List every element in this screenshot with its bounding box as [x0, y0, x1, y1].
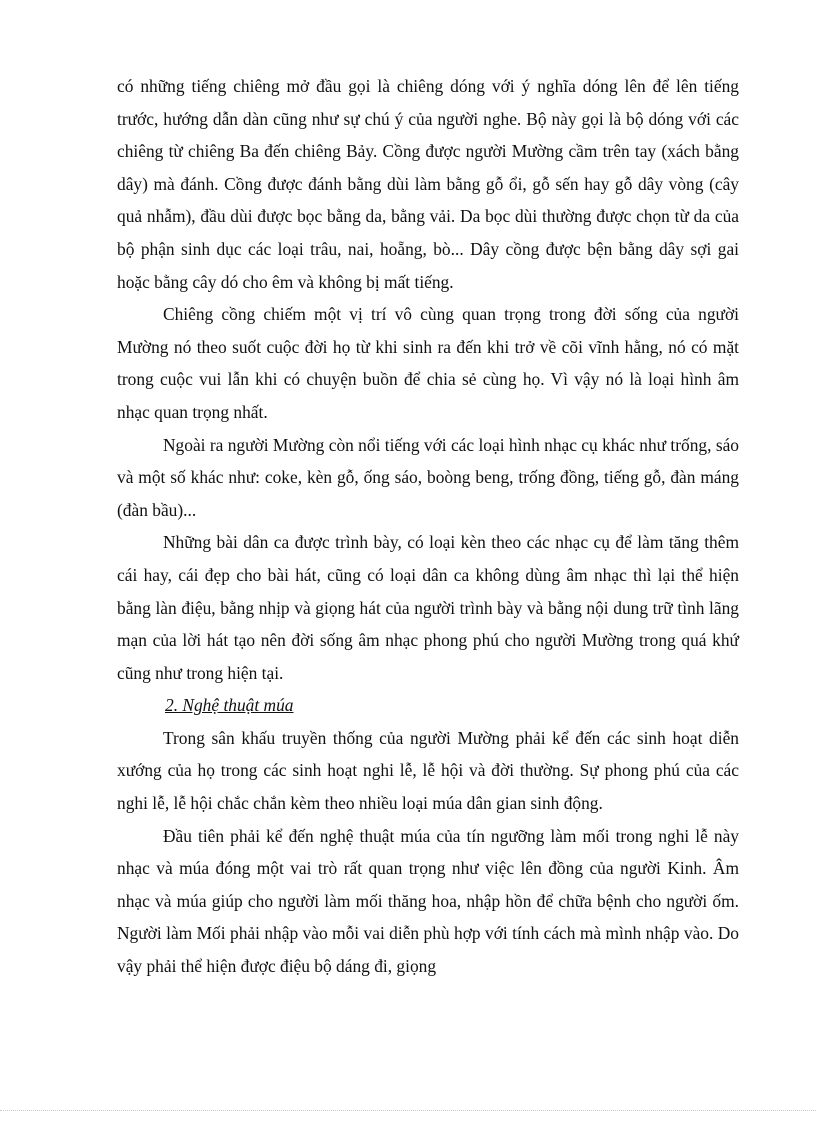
paragraph-mua-lam-moi: Đầu tiên phải kể đến nghệ thuật múa của tín ngưỡng làm mối trong nghi lễ này nhạc và múa đóng một vai trò rất quan trọng như việc lên đồng của người Kinh. Âm nhạc và múa giúp cho người làm mối thăng hoa, nhập hồn để chữa bệnh cho người ốm. Người làm Mối phải nhập vào mỗi vai diễn phù hợp với tính cách mà mình nhập vào. Do vậy phải thể hiện được điệu bộ dáng đi, giọng	[117, 825, 739, 977]
paragraph-chieng-cong: Chiêng cồng chiếm một vị trí vô cùng quan trọng trong đời sống của người Mường nó theo suốt cuộc đời họ từ khi sinh ra đến khi trở về cõi vĩnh hằng, nó có mặt trong cuộc vui lẫn khi có chuyện buồn để chia sẻ cùng họ. Vì vậy nó là loại hình âm nhạc quan trọng nhất.	[117, 304, 739, 422]
paragraph-chieng-dong: có những tiếng chiêng mở đầu gọi là chiêng dóng với ý nghĩa dóng lên để lên tiếng trước, hướng dẫn dàn cũng như sự chú ý của người nghe. Bộ này gọi là bộ dóng với các chiêng từ chiêng Ba đến chiêng Bảy. Cồng được người Mường cầm trên tay (xách bằng dây) mà đánh. Cồng được đánh bằng dùi làm bằng gỗ ổi, gỗ sến hay gỗ dây vòng (cây quả nhẫm), đầu dùi được bọc bằng da, bằng vải. Da bọc dùi thường được chọn từ da của bộ phận sinh dục các loại trâu, nai, hoẵng, bò... Dây cồng được bện bằng dây sợi gai hoặc bằng cây dó cho êm và không bị mất tiếng.	[117, 76, 739, 292]
paragraph-dan-ca: Những bài dân ca được trình bày, có loại kèn theo các nhạc cụ để làm tăng thêm cái hay, cái đẹp cho bài hát, cũng có loại dân ca không dùng âm nhạc thì lại thể hiện bằng làn điệu, bằng nhịp và giọng hát của người trình bày và bằng nội dung trữ tình lãng mạn của lời hát tạo nên đời sống âm nhạc phong phú cho người Mường trong quá khứ cũng như trong hiện tại.	[117, 532, 739, 683]
page-bottom-divider	[0, 1110, 816, 1111]
section-heading: 2. Nghệ thuật múa	[165, 695, 294, 716]
paragraph-nhac-cu-khac: Ngoài ra người Mường còn nổi tiếng với các loại hình nhạc cụ khác như trống, sáo và một số khác như: coke, kèn gỗ, ống sáo, boòng beng, trống đồng, tiếng gỗ, đàn máng (đàn bầu)...	[117, 434, 739, 520]
document-page	[117, 70, 739, 983]
paragraph-san-khau: Trong sân khấu truyền thống của người Mường phải kể đến các sinh hoạt diễn xướng của họ trong các sinh hoạt nghi lễ, lễ hội và đời thường. Sự phong phú của các nghi lễ, lễ hội chắc chắn kèm theo nhiều loại múa dân gian sinh động.	[117, 727, 739, 814]
